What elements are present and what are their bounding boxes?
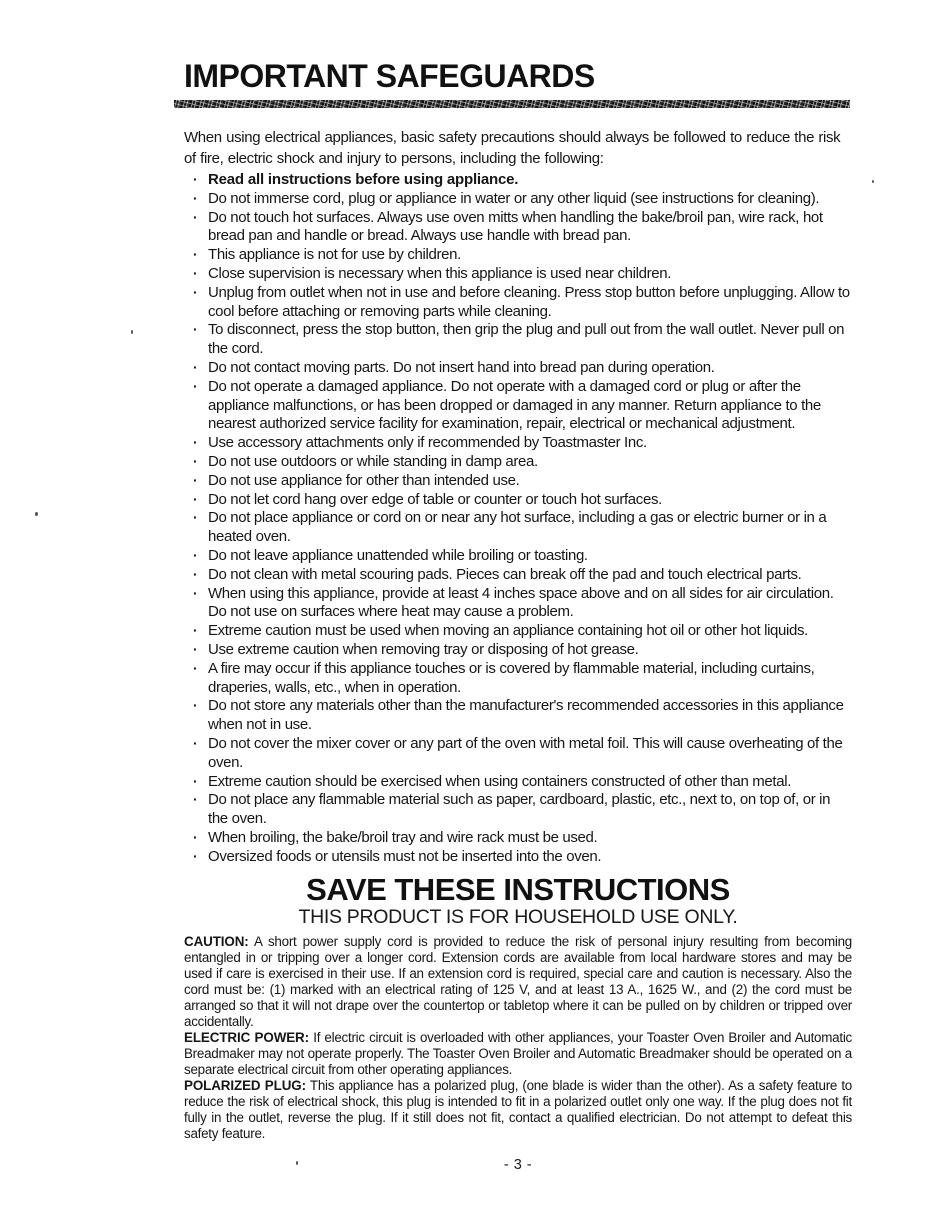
page-title: IMPORTANT SAFEGUARDS (184, 58, 595, 94)
list-item-text: Do not contact moving parts. Do not insert hand into bread pan during operation. (208, 358, 715, 376)
caution-paragraph (184, 934, 852, 1030)
list-item (184, 472, 852, 491)
list-item (184, 735, 852, 773)
household-use-subheading: THIS PRODUCT IS FOR HOUSEHOLD USE ONLY. (298, 906, 738, 929)
title-underline-rule (174, 100, 850, 108)
bullet-icon: · (193, 622, 198, 639)
scan-artifact (35, 512, 38, 516)
list-item (184, 359, 852, 378)
bullet-icon: · (193, 828, 198, 845)
list-item (184, 265, 852, 284)
scan-artifact (872, 180, 874, 183)
list-item-text: This appliance is not for use by children. (208, 246, 461, 264)
list-item (184, 509, 852, 547)
list-item-text: Extreme caution must be used when moving an appliance containing hot oil or other hot liquids. (208, 622, 808, 640)
list-item (184, 566, 852, 585)
list-item (184, 697, 852, 735)
list-item-text: Do not place appliance or cord on or near any hot surface, including a gas or electric burner or in a heated oven. (208, 509, 827, 546)
polarized-plug-text: This appliance has a polarized plug, (one blade is wider than the other). As a safety feature to reduce the risk of electrical shock, this plug is intended to fit in a polarized outlet only one way. If the plug does not fit fully in the outlet, reverse the plug. If it still does not fit, contact a qualified electrician. Do not attempt to defeat this safety feature. (184, 1078, 852, 1142)
list-item-text: A fire may occur if this appliance touches or is covered by flammable material, including curtains, draperies, walls, etc., when in operation. (208, 659, 815, 696)
list-item (184, 321, 852, 359)
list-item-text: Do not touch hot surfaces. Always use oven mitts when handling the bake/broil pan, wire rack, hot bread pan and handle or bread. Always use handle with bread pan. (208, 208, 823, 245)
list-item (184, 773, 852, 792)
bullet-icon: · (193, 546, 198, 563)
list-item (184, 284, 852, 322)
list-item (184, 453, 852, 472)
list-item (184, 791, 852, 829)
bullet-icon: · (193, 791, 198, 808)
bullet-icon: · (193, 640, 198, 657)
list-item-text: Use extreme caution when removing tray or disposing of hot grease. (208, 640, 639, 658)
list-item-text: Unplug from outlet when not in use and before cleaning. Press stop button before unplugging. Allow to cool before attaching or removing parts while cleaning. (208, 283, 850, 320)
list-item-text: Do not operate a damaged appliance. Do not operate with a damaged cord or plug or after the appliance malfunctions, or has been dropped or damaged in any manner. Return appliance to the nearest authorized service facility for examination, repair, electrical or mechanical adjustment. (208, 377, 821, 433)
list-item (184, 829, 852, 848)
bullet-icon: · (193, 189, 198, 206)
list-item-text: Extreme caution should be exercised when using containers constructed of other than metal. (208, 772, 792, 790)
list-item-text: Use accessory attachments only if recommended by Toastmaster Inc. (208, 434, 647, 452)
list-item (184, 622, 852, 641)
caution-text: A short power supply cord is provided to reduce the risk of personal injury resulting from becoming entangled in or tripping over a longer cord. Extension cords are available from local hardware stores and may be used if care is exercised in their use. If an extension cord is required, special care and caution is necessary. Also the cord must be: (1) marked with an electrical rating of 125 V, and at least 13 A., 1625 W., and (2) the cord must be arranged so that it will not drape over the countertop or tabletop where it can be pulled on by children or tripped over accidentally. (184, 934, 852, 1030)
bullet-icon: · (193, 847, 198, 864)
scan-artifact (131, 330, 133, 334)
bullet-icon: · (193, 246, 198, 263)
bullet-icon: · (193, 509, 198, 526)
caution-label: CAUTION: (184, 934, 249, 950)
list-item (184, 491, 852, 510)
list-item (184, 848, 852, 867)
list-item (184, 641, 852, 660)
bullet-icon: · (193, 208, 198, 225)
polarized-plug-label: POLARIZED PLUG: (184, 1078, 306, 1094)
intro-paragraph: When using electrical appliances, basic safety precautions should always be followed to reduce the risk of fire, electric shock and injury to persons, including the following: (184, 129, 841, 167)
bullet-icon: · (193, 565, 198, 582)
bullet-icon: · (193, 377, 198, 394)
list-item-text: Do not let cord hang over edge of table or counter or touch hot surfaces. (208, 490, 662, 508)
bullet-icon: · (193, 734, 198, 751)
list-item (184, 547, 852, 566)
list-item-text: To disconnect, press the stop button, then grip the plug and pull out from the wall outlet. Never pull on the cord. (208, 321, 845, 358)
bullet-icon: · (193, 358, 198, 375)
list-item (184, 190, 852, 209)
list-item-text: Read all instructions before using appliance. (208, 171, 519, 188)
list-item (184, 246, 852, 265)
bullet-icon: · (193, 283, 198, 300)
safeguards-list (184, 171, 852, 866)
list-item (184, 434, 852, 453)
bullet-icon: · (193, 434, 198, 451)
list-item-text: Do not cover the mixer cover or any part of the oven with metal foil. This will cause overheating of the oven. (208, 734, 843, 771)
electric-power-paragraph (184, 1030, 852, 1078)
list-item-text: Oversized foods or utensils must not be inserted into the oven. (208, 847, 602, 865)
list-item (184, 171, 852, 190)
list-item-text: Close supervision is necessary when this appliance is used near children. (208, 264, 672, 282)
list-item (184, 209, 852, 247)
list-item-text: Do not use outdoors or while standing in damp area. (208, 452, 538, 470)
list-item-text: Do not use appliance for other than intended use. (208, 471, 520, 489)
list-item-text: Do not clean with metal scouring pads. Pieces can break off the pad and touch electrical parts. (208, 565, 802, 583)
list-item (184, 585, 852, 623)
electric-power-label: ELECTRIC POWER: (184, 1030, 309, 1046)
list-item-text: Do not immerse cord, plug or appliance in water or any other liquid (see instructions for cleaning). (208, 189, 820, 207)
polarized-plug-paragraph (184, 1078, 852, 1142)
list-item-text: Do not place any flammable material such as paper, cardboard, plastic, etc., next to, on top of, or in the oven. (208, 791, 831, 828)
bullet-icon: · (193, 452, 198, 469)
bullet-icon: · (193, 772, 198, 789)
bullet-icon: · (193, 471, 198, 488)
page-number: - 3 - (503, 1157, 533, 1174)
list-item (184, 660, 852, 698)
bullet-icon: · (193, 584, 198, 601)
bullet-icon: · (193, 490, 198, 507)
list-item-text: Do not leave appliance unattended while broiling or toasting. (208, 546, 588, 564)
electric-power-text: If electric circuit is overloaded with other appliances, your Toaster Oven Broiler and Automatic Breadmaker may not operate properly. The Toaster Oven Broiler and Automatic Breadmaker should be operated on a separate electrical circuit from other operating appliances. (184, 1030, 852, 1078)
bullet-icon: · (193, 697, 198, 714)
bullet-icon: · (193, 171, 198, 187)
bullet-icon: · (193, 659, 198, 676)
save-instructions-heading: SAVE THESE INSTRUCTIONS (306, 872, 730, 908)
list-item-text: When using this appliance, provide at least 4 inches space above and on all sides for air circulation. Do not use on surfaces where heat may cause a problem. (208, 584, 834, 621)
list-item-text: Do not store any materials other than the manufacturer's recommended accessories in this appliance when not in use. (208, 697, 844, 734)
list-item-text: When broiling, the bake/broil tray and wire rack must be used. (208, 828, 598, 846)
page-content (184, 58, 852, 1173)
bullet-icon: · (193, 321, 198, 338)
list-item (184, 378, 852, 434)
bullet-icon: · (193, 264, 198, 281)
